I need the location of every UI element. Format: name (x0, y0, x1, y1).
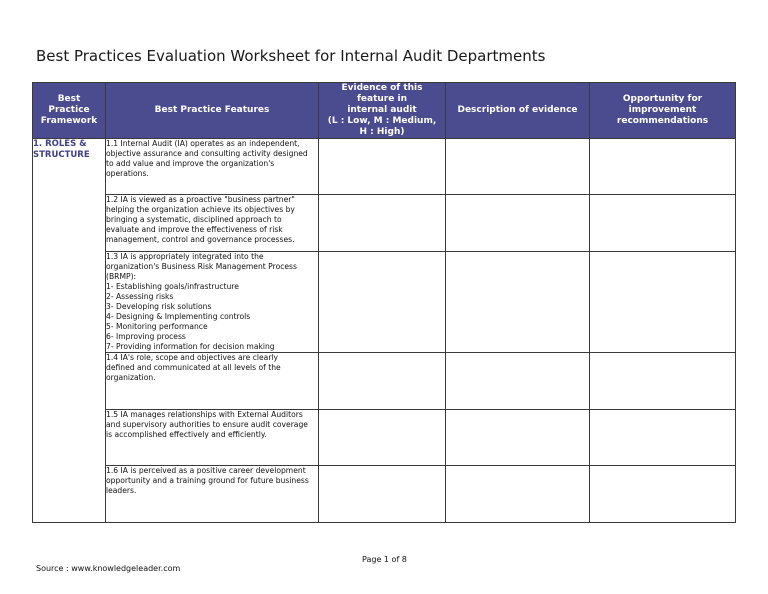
evidence-cell[interactable] (319, 466, 446, 523)
description-cell[interactable] (446, 410, 590, 466)
worksheet-table (32, 82, 736, 523)
table-row (33, 353, 736, 410)
description-cell[interactable] (446, 195, 590, 252)
opportunity-cell[interactable] (590, 410, 736, 466)
table-row (33, 466, 736, 523)
description-cell[interactable] (446, 353, 590, 410)
opportunity-cell[interactable] (590, 466, 736, 523)
evidence-cell[interactable] (319, 353, 446, 410)
feature-cell: 1.3 IA is appropriately integrated into the organization's Business Risk Management Process (BRMP): 1- Establishing goals/infrastructure 2- Assessing risks 3- Developing risk solutions 4- Designing & Implementing controls 5- Monitoring performance 6- Improving process 7- Providing information for decision making (106, 252, 319, 353)
feature-cell: 1.5 IA manages relationships with External Auditors and supervisory authorities to ensure audit coverage is accomplished effectively and efficiently. (106, 410, 319, 466)
feature-cell: 1.2 IA is viewed as a proactive "business partner" helping the organization achieve its objectives by bringing a systematic, disciplined approach to evaluate and improve the effectiveness of risk management, control and governance processes. (106, 195, 319, 252)
framework-label: 1. ROLES & STRUCTURE (33, 139, 106, 523)
evidence-cell[interactable] (319, 195, 446, 252)
opportunity-cell[interactable] (590, 252, 736, 353)
table-row (33, 410, 736, 466)
table-row (33, 139, 736, 195)
evidence-cell[interactable] (319, 252, 446, 353)
opportunity-cell[interactable] (590, 195, 736, 252)
header-row (33, 83, 736, 139)
feature-cell: 1.6 IA is perceived as a positive career development opportunity and a training ground for future business leaders. (106, 466, 319, 523)
description-cell[interactable] (446, 252, 590, 353)
header-opportunity: Opportunity for improvement recommendations (590, 83, 736, 139)
opportunity-cell[interactable] (590, 139, 736, 195)
feature-cell: 1.1 Internal Audit (IA) operates as an independent, objective assurance and consulting activity designed to add value and improve the organization's operations. (106, 139, 319, 195)
source-note: Source : www.knowledgeleader.com (36, 564, 181, 573)
opportunity-cell[interactable] (590, 353, 736, 410)
evidence-cell[interactable] (319, 139, 446, 195)
document-title: Best Practices Evaluation Worksheet for Internal Audit Departments (36, 47, 546, 65)
feature-cell: 1.4 IA's role, scope and objectives are clearly defined and communicated at all levels of the organization. (106, 353, 319, 410)
description-cell[interactable] (446, 139, 590, 195)
table-row (33, 252, 736, 353)
header-features: Best Practice Features (106, 83, 319, 139)
header-framework: Best Practice Framework (33, 83, 106, 139)
header-description: Description of evidence (446, 83, 590, 139)
description-cell[interactable] (446, 466, 590, 523)
evidence-cell[interactable] (319, 410, 446, 466)
table-row (33, 195, 736, 252)
header-evidence: Evidence of this feature in internal audit (L : Low, M : Medium, H : High) (319, 83, 446, 139)
page-number: Page 1 of 8 (362, 555, 407, 564)
